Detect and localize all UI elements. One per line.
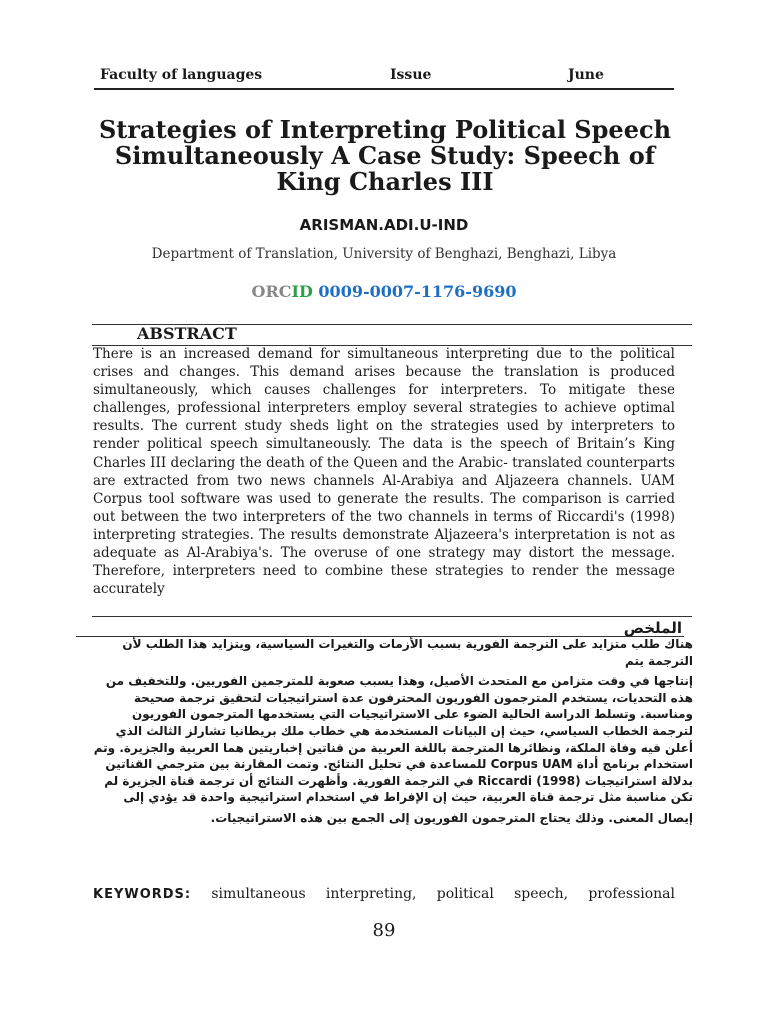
orcid-logo-id: ID bbox=[291, 282, 313, 301]
arabic-paragraph: إيصال المعنى. وذلك يحتاج المترجمون الفوريون إلى الجمع بين هذه الاستراتيجيات. bbox=[210, 810, 693, 825]
header-issue: Issue bbox=[390, 67, 432, 83]
header-month: June bbox=[568, 67, 604, 83]
keywords-line bbox=[93, 886, 675, 902]
arabic-abstract-heading: الملخص bbox=[623, 619, 682, 637]
running-header bbox=[94, 64, 674, 90]
arabic-paragraph: إنتاجها في وقت متزامن مع المتحدث الأصيل، وهذا يسبب صعوبة للمترجمين الفوريين. وللتخفيف من هذه التحديات، يستخدم المترجمون الفوريون المحترفون عدة استراتيجيات لتحقيق ترجمة صحيحة ومناسبة. وتسلط الدراسة الحالية الضوء على الاستراتيجيات التي يستخدمها المترجمون الفوريون لترجمة الخطاب السياسي، حيث إن البيانات المستخدمة هي خطاب ملك بريطانيا تشارلز الثالث الذي أعلن فيه وفاة الملكة، ونظائرها المترجمة باللغة العربية من قناتين إخباريتين هما العربية والجزيرة. وتم استخدام برنامج أداة Corpus UAM للمساعدة في تحليل النتائج. وتمت المقارنة بين مترجمي القناتين بدلالة استراتيجيات Riccardi (1998) في الترجمة الفورية. وأظهرت النتائج أن ترجمة قناة الجزيرة لم تكن مناسبة مثل ترجمة قناة العربية، حيث إن الإفراط في استخدام استراتيجية واحدة قد يؤدي إلى bbox=[93, 674, 693, 805]
keywords-label: KEYWORDS: bbox=[93, 887, 192, 902]
orcid-line[interactable] bbox=[0, 282, 768, 301]
page-number: 89 bbox=[372, 920, 396, 941]
arabic-paragraph: هناك طلب متزايد على الترجمة الفورية بسبب الأزمات والتغيرات السياسية، ويتزايد هذا الطلب لأن الترجمة يتم bbox=[122, 637, 693, 668]
orcid-number[interactable]: 0009-0007-1176-9690 bbox=[318, 282, 517, 301]
arabic-abstract-body bbox=[88, 636, 693, 831]
orcid-logo-orc: ORC bbox=[251, 282, 292, 301]
abstract-body: There is an increased demand for simultaneous interpreting due to the political crises and changes. This demand arises because the translation is produced simultaneously, which causes challenges for interpreters. To mitigate these challenges, professional interpreters employ several strategies to achieve optimal results. The current study sheds light on the strategies used by interpreters to render political speech simultaneously. The data is the speech of Britain’s King Charles III declaring the death of the Queen and the Arabic- translated counterparts are extracted from two news channels Al-Arabiya and Aljazeera channels. UAM Corpus tool software was used to generate the results. The comparison is carried out between the two interpreters of the two channels in terms of Riccardi's (1998) interpreting strategies. The results demonstrate Aljazeera's interpretation is not as adequate as Al-Arabiya's. The overuse of one strategy may distort the message. Therefore, interpreters need to combine these strategies to render the message accurately bbox=[93, 346, 675, 598]
author-name: ARISMAN.ADI.U-IND bbox=[299, 216, 469, 234]
paper-title: Strategies of Interpreting Political Speech Simultaneously A Case Study: Speech of King Charles III bbox=[98, 115, 672, 196]
abstract-bottom-rule bbox=[92, 616, 692, 617]
header-faculty: Faculty of languages bbox=[100, 67, 263, 83]
keywords-text: simultaneous interpreting, political speech, professional bbox=[211, 886, 675, 902]
author-affiliation: Department of Translation, University of Benghazi, Benghazi, Libya bbox=[151, 246, 617, 262]
abstract-heading: ABSTRACT bbox=[137, 324, 237, 343]
